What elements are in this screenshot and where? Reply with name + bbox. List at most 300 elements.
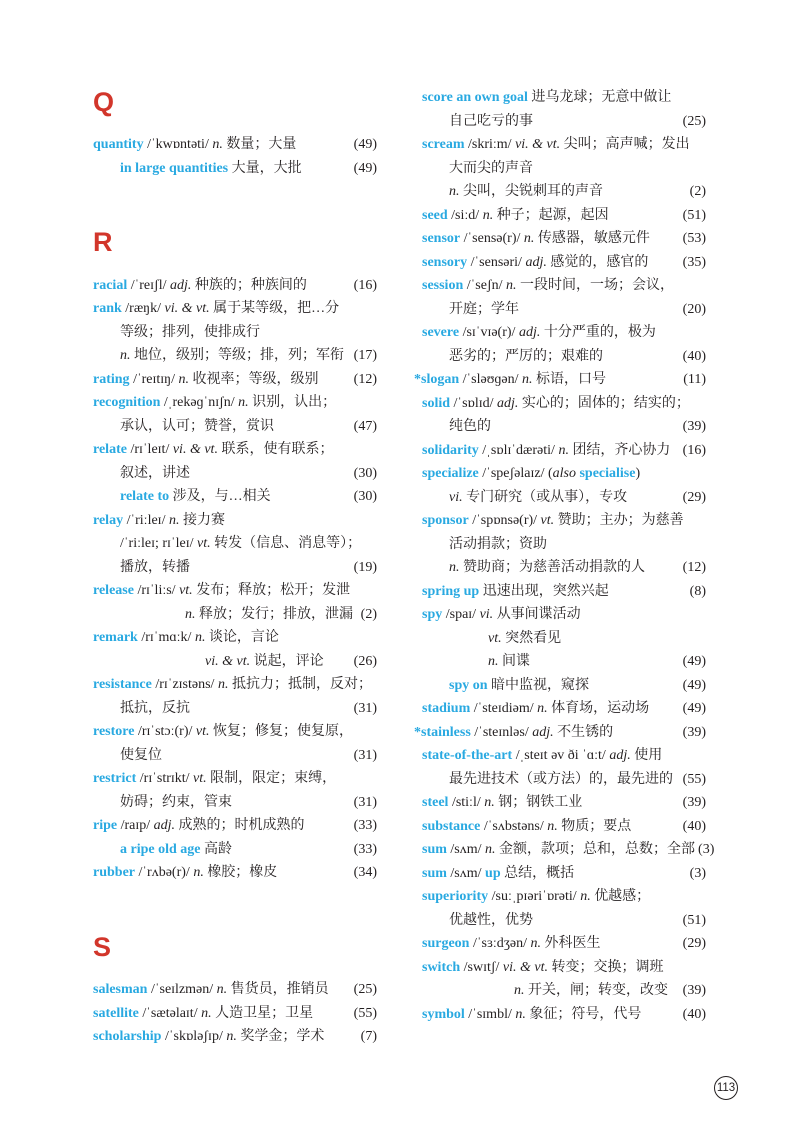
definition: 标语，口号 [532, 372, 607, 387]
unit-page-reference: (31) [353, 747, 377, 763]
entry-text [185, 603, 353, 627]
headword: rating [93, 371, 130, 387]
part-of-speech: n. [194, 630, 206, 645]
part-of-speech: n. [212, 137, 223, 152]
headword: remark [93, 630, 138, 645]
glossary-entry [93, 297, 377, 321]
glossary-entry-continuation [422, 110, 706, 134]
unit-page-reference: (2) [360, 606, 377, 622]
glossary-entry [414, 721, 706, 745]
headword: sponsor [422, 513, 469, 528]
unit-page-reference: (35) [682, 254, 706, 270]
definition: 橡胶；橡皮 [203, 865, 278, 880]
glossary-entry-continuation [422, 650, 706, 674]
entry-text [422, 321, 656, 345]
entry-text [488, 627, 561, 651]
unit-page-reference: (51) [682, 912, 706, 928]
definition: 发布；释放；松开；发泄 [192, 583, 351, 598]
phonetic: /rɪˈmɑːk/ [137, 630, 195, 645]
phonetic: /ˌsɒlɪˈdærəti/ [478, 442, 559, 458]
unit-page-reference: (2) [689, 184, 706, 199]
headword: solid [422, 395, 451, 411]
definition: 地位，级别；等级；排，列；军衔 [130, 348, 344, 363]
headword: solidarity [422, 442, 479, 458]
entry-text [93, 391, 336, 415]
glossary-entry [422, 462, 706, 486]
unit-page-reference: (31) [353, 700, 377, 716]
definition: 叙述，讲述 [120, 465, 190, 481]
definition: 暗中监视，窥探 [487, 677, 590, 693]
entry-text [93, 274, 307, 298]
headword: stadium [422, 701, 471, 716]
glossary-entry [422, 603, 706, 627]
part-of-speech: n. [178, 371, 189, 387]
unit-page-reference: (47) [353, 418, 377, 434]
phonetic: /ˈriːleɪ; rɪˈleɪ/ [120, 536, 197, 551]
headword: relay [93, 512, 124, 528]
headword: sensor [422, 231, 461, 246]
headword: spring up [422, 583, 480, 599]
entry-text [93, 1002, 313, 1026]
entry-text [449, 533, 547, 557]
definition: 接力赛 [179, 512, 225, 528]
headword: substance [422, 818, 481, 834]
entry-text [449, 110, 533, 134]
glossary-entry [93, 978, 377, 1002]
unit-page-reference: (49) [353, 160, 377, 176]
part-of-speech: vt. [196, 536, 211, 551]
definition: 体育场，运动场 [547, 701, 650, 716]
glossary-entry-continuation [422, 674, 706, 698]
part-of-speech: n. [523, 231, 535, 246]
glossary-entry-continuation [422, 627, 706, 651]
definition: 尖叫，尖锐刺耳的声音 [459, 184, 603, 199]
glossary-entry [422, 274, 706, 298]
part-of-speech: n. [506, 278, 517, 293]
part-of-speech: vi. & vt. [164, 301, 210, 316]
glossary-entry [422, 815, 706, 839]
entry-text [422, 744, 662, 768]
definition: 限制，限定；束缚， [206, 771, 337, 786]
glossary-entry-continuation [422, 298, 706, 322]
definition: 释放；发行；排放，泄漏 [195, 606, 353, 622]
entry-text [93, 297, 339, 321]
definition: 大量，大批 [228, 160, 302, 176]
unit-page-reference: (3) [689, 865, 706, 881]
definition: 谈论，言论 [205, 630, 279, 645]
phonetic: /ˈsteɪnləs/ [470, 724, 533, 740]
glossary-entry-continuation [422, 345, 706, 369]
glossary-entry-continuation [93, 838, 377, 862]
entry-text [449, 180, 603, 204]
part-of-speech: n. [547, 818, 558, 834]
phonetic: /ˈriːleɪ/ [123, 512, 169, 528]
definition: 收视率；等级，级别 [188, 371, 319, 387]
headword: resistance [93, 677, 152, 692]
part-of-speech: n. [168, 512, 180, 528]
entry-text [93, 767, 336, 791]
entry-text [93, 720, 353, 744]
definition: 种族的；种族间的 [191, 277, 307, 293]
entry-text [449, 298, 519, 322]
glossary-entry [93, 133, 377, 157]
phonetic: /ˌrekəɡˈnɪʃn/ [160, 395, 239, 410]
definition: 尖叫；高声喊；发出 [560, 137, 690, 152]
part-of-speech: n. [530, 936, 542, 951]
definition: 赞助；主办；为慈善 [554, 513, 684, 528]
entry-text [93, 673, 372, 697]
entry-text [422, 274, 674, 298]
entry-text [449, 415, 491, 439]
part-of-speech: adj. [497, 395, 519, 411]
glossary-entry [422, 251, 706, 275]
unit-page-reference: (11) [683, 372, 706, 387]
section-letter-heading: Q [93, 86, 115, 117]
part-of-speech: vi. & vt. [502, 959, 549, 975]
entry-text [422, 509, 684, 533]
entry-text [422, 133, 690, 157]
entry-text [120, 462, 190, 486]
glossary-entry [422, 86, 706, 110]
definition: 专门研究（或从事），专攻 [462, 489, 628, 505]
unit-page-reference: (29) [682, 936, 706, 951]
entry-text [422, 204, 609, 228]
entry-text [422, 838, 695, 862]
definition: 活动捐款；资助 [449, 536, 547, 552]
unit-page-reference: (12) [353, 371, 377, 387]
entry-text [449, 768, 673, 792]
part-of-speech: vi. [449, 489, 463, 505]
unit-page-reference: (8) [689, 583, 706, 599]
glossary-entry [93, 814, 377, 838]
entry-text [422, 885, 650, 909]
entry-text [414, 368, 607, 392]
glossary-entry [422, 392, 706, 416]
definition: 开关，闸；转变，改变 [524, 983, 668, 998]
entry-text [422, 697, 649, 721]
glossary-entry-continuation [422, 415, 706, 439]
part-of-speech: n. [522, 372, 533, 387]
phonetic: /ˈsʌbstəns/ [480, 818, 548, 834]
unit-page-reference: (39) [682, 795, 706, 810]
definition: 十分严重的，极为 [540, 325, 656, 340]
unit-page-reference: (34) [353, 865, 377, 880]
headword: racial [93, 277, 128, 293]
definition: 突然看见 [501, 630, 562, 646]
entry-text [422, 392, 690, 416]
part-of-speech: n. [120, 348, 131, 363]
definition: 实心的；固体的；结实的； [518, 395, 690, 411]
glossary-entry-continuation [422, 979, 706, 1003]
glossary-entry-continuation [93, 415, 377, 439]
definition: 售货员，推销员 [227, 982, 329, 997]
entry-text [449, 345, 603, 369]
definition: 进乌龙球；无意中做让 [527, 90, 672, 105]
definition: 团结，齐心协力 [568, 442, 671, 458]
unit-page-reference: (53) [682, 231, 706, 246]
glossary-entry [93, 438, 377, 462]
part-of-speech: n. [558, 442, 569, 458]
part-of-speech: n. [226, 1029, 237, 1044]
glossary-entry [422, 862, 706, 886]
entry-text [422, 932, 601, 956]
headword: recognition [93, 395, 161, 410]
phonetic: /ˈseʃn/ [463, 278, 506, 293]
phonetic: /ˈsɒlɪd/ [450, 395, 498, 411]
phonetic: /ˈseɪlzmən/ [147, 982, 217, 997]
part-of-speech: n. [484, 795, 495, 810]
definition: 使复位 [120, 747, 162, 763]
definition: 钢；钢铁工业 [494, 795, 583, 810]
phonetic: /rɪˈstɔː(r)/ [134, 724, 196, 739]
unit-page-reference: (39) [682, 724, 706, 740]
glossary-entry [422, 744, 706, 768]
unit-page-reference: (51) [682, 207, 706, 223]
definition: 最先进技术（或方法）的，最先进的 [449, 771, 673, 787]
unit-page-reference: (55) [353, 1005, 377, 1021]
asterisk-mark: * [414, 724, 421, 740]
definition: 播放，转播 [120, 559, 190, 575]
part-of-speech: vt. [195, 724, 210, 739]
phonetic: /skriːm/ [464, 137, 516, 152]
entry-text [422, 227, 650, 251]
definition: 总结，概括 [500, 865, 575, 881]
part-of-speech: vi. & vt. [205, 653, 251, 669]
entry-text [449, 486, 627, 510]
unit-page-reference: (16) [682, 442, 706, 458]
unit-page-reference: (25) [353, 982, 377, 997]
phonetic: /suːˌpɪəriˈɒrəti/ [488, 889, 581, 904]
part-of-speech: adj. [518, 325, 541, 340]
glossary-entry [93, 274, 377, 298]
definition: 高龄 [200, 841, 232, 857]
entry-text [120, 556, 190, 580]
definition: 金额，款项；总和，总数；全部 [495, 842, 696, 857]
entry-text [449, 674, 589, 698]
definition: 优越性，优势 [449, 912, 533, 928]
entry-text [120, 532, 361, 556]
phonetic: /spaɪ/ [442, 607, 480, 622]
glossary-entry [93, 368, 377, 392]
entry-text [120, 157, 302, 181]
unit-page-reference: (33) [353, 818, 377, 833]
part-of-speech: n. [537, 701, 548, 716]
headword: slogan [421, 372, 460, 387]
headword: relate to [120, 489, 170, 504]
glossary-entry [422, 580, 706, 604]
entry-text [422, 462, 640, 486]
phonetic: /ˈspɒnsə(r)/ [468, 513, 541, 528]
glossary-entry-continuation [93, 344, 377, 368]
headword: switch [422, 959, 461, 975]
entry-text [449, 556, 645, 580]
entry-text [422, 251, 648, 275]
glossary-entry [422, 932, 706, 956]
part-of-speech: n. [515, 1006, 526, 1022]
entry-text [93, 133, 296, 157]
definition: 奖学金；学术 [236, 1029, 325, 1044]
phonetic: /raɪp/ [117, 818, 154, 833]
definition: 大而尖的声音 [449, 160, 533, 176]
phonetic: /ˈreɪʃl/ [127, 277, 170, 293]
part-of-speech: vi. & vt. [172, 442, 218, 457]
glossary-entry [93, 767, 377, 791]
definition: 抵抗力；抵制，反对； [228, 677, 372, 692]
glossary-entry [422, 321, 706, 345]
headword: spy on [449, 677, 488, 693]
glossary-entry [422, 509, 706, 533]
headword: in large quantities [120, 160, 229, 176]
phonetic: /ˈkwɒntəti/ [143, 137, 213, 152]
phonetic: /ˈsensə(r)/ [460, 231, 524, 246]
headword: symbol [422, 1006, 465, 1022]
unit-page-reference: (39) [682, 983, 706, 998]
entry-text [93, 626, 279, 650]
phonetic: /sɪˈvɪə(r)/ [459, 325, 519, 340]
headword: rank [93, 301, 122, 316]
definition: 自己吃亏的事 [449, 113, 533, 129]
part-of-speech: vt. [488, 630, 502, 646]
entry-text [120, 415, 274, 439]
entry-text [93, 978, 329, 1002]
headword: sum [422, 842, 447, 857]
phonetic: /ˈrʌbə(r)/ [135, 865, 194, 880]
definition: 优越感； [590, 889, 651, 904]
entry-text [93, 579, 350, 603]
entry-text [120, 838, 232, 862]
entry-text [449, 909, 533, 933]
headword: specialize [422, 466, 479, 481]
definition: 象征；符号，代号 [525, 1006, 642, 1022]
phonetic: /sʌm/ [446, 842, 486, 857]
glossary-entry-continuation [422, 533, 706, 557]
headword: satellite [93, 1005, 139, 1021]
definition: 恢复；修复；使复原， [209, 724, 353, 739]
entry-text [120, 344, 344, 368]
entry-text [422, 815, 631, 839]
definition: 转变；交换；调班 [548, 959, 664, 975]
headword: relate [93, 442, 127, 457]
definition: 感觉的，感官的 [546, 254, 649, 270]
glossary-entry [93, 509, 377, 533]
glossary-entry [422, 227, 706, 251]
unit-page-reference: (40) [682, 348, 706, 364]
phonetic: /ˈsætəlaɪt/ [138, 1005, 202, 1021]
unit-page-reference: (17) [353, 348, 377, 363]
unit-page-reference: (55) [682, 771, 706, 787]
headword: up [485, 865, 501, 881]
part-of-speech: vi. [479, 607, 494, 622]
headword: session [422, 278, 464, 293]
entry-text [488, 650, 530, 674]
glossary-entry [422, 204, 706, 228]
glossary-entry-continuation [93, 556, 377, 580]
part-of-speech: n. [580, 889, 591, 904]
phonetic: /ˈsɜːdʒən/ [469, 936, 531, 951]
definition: 成熟的；时机成熟的 [175, 818, 305, 833]
glossary-entry [93, 861, 377, 885]
part-of-speech: n. [449, 560, 460, 575]
definition: 物质；要点 [557, 818, 632, 834]
headword: restrict [93, 771, 137, 786]
unit-page-reference: (16) [353, 277, 377, 293]
unit-page-reference: (3) [698, 842, 715, 857]
glossary-entry [422, 838, 714, 862]
definition: 一段时间，一场；会议， [516, 278, 674, 293]
part-of-speech: n. [514, 983, 525, 998]
part-of-speech: n. [485, 842, 496, 857]
definition: 种子；起源，起因 [493, 207, 609, 223]
headword: restore [93, 724, 135, 739]
glossary-entry-continuation [422, 909, 706, 933]
headword: scholarship [93, 1029, 162, 1044]
definition: 妨碍；约束，管束 [120, 794, 232, 810]
phonetic: /rɪˈzɪstəns/ [151, 677, 218, 692]
asterisk-mark: * [414, 372, 421, 387]
phonetic: /sʌm/ [446, 865, 486, 881]
part-of-speech: adj. [525, 254, 547, 270]
definition: 属于某等级，把…分 [209, 301, 340, 316]
phonetic: /ˈsləʊɡən/ [459, 372, 523, 387]
phonetic: /ˈspeʃəlaɪz/ ( [478, 466, 553, 481]
part-of-speech: vi. & vt. [515, 137, 561, 152]
unit-page-reference: (25) [682, 113, 706, 129]
glossary-entry [93, 720, 377, 744]
headword: spy [422, 607, 443, 622]
definition: 恶劣的；严厉的；艰难的 [449, 348, 603, 364]
definition: 说起，评论 [250, 653, 324, 669]
phonetic: /rɪˈstrɪkt/ [136, 771, 194, 786]
definition: 迅速出现，突然兴起 [479, 583, 609, 599]
section-letter-heading: R [93, 227, 113, 257]
glossary-entry [422, 697, 706, 721]
unit-page-reference: (49) [682, 701, 706, 716]
part-of-speech: adj. [532, 724, 554, 740]
part-of-speech: also [552, 466, 576, 481]
definition: 不生锈的 [553, 724, 614, 740]
headword: scream [422, 137, 465, 152]
phonetic: /ˈskɒləʃɪp/ [161, 1029, 227, 1044]
entry-text [422, 956, 664, 980]
glossary-entry [422, 956, 706, 980]
headword: salesman [93, 982, 148, 997]
definition: 外科医生 [541, 936, 601, 951]
glossary-entry-continuation [93, 791, 377, 815]
glossary-entry [93, 626, 377, 650]
unit-page-reference: (33) [353, 841, 377, 857]
unit-page-reference: (26) [353, 653, 377, 669]
phonetic: /ˌsteɪt əv ði ˈɑːt/ [512, 748, 610, 763]
headword: state-of-the-art [422, 748, 513, 763]
glossary-entry [93, 673, 377, 697]
unit-page-reference: (49) [682, 677, 706, 693]
headword: ripe [93, 818, 118, 833]
phonetic: /ˈsɪmbl/ [464, 1006, 516, 1022]
entry-text [93, 438, 333, 462]
headword: stainless [421, 724, 471, 740]
entry-text [93, 1025, 324, 1049]
phonetic: /rɪˈleɪt/ [126, 442, 173, 457]
glossary-entry-continuation [422, 486, 706, 510]
definition: 间谍 [498, 654, 530, 669]
definition: 赞助商；为慈善活动捐款的人 [459, 560, 645, 575]
page-number: 113 [714, 1076, 738, 1100]
glossary-entry [422, 1003, 706, 1027]
definition: 等级；排列，使排成行 [120, 324, 260, 340]
entry-text [93, 814, 305, 838]
headword: score an own goal [422, 90, 528, 105]
entry-text [422, 86, 671, 110]
